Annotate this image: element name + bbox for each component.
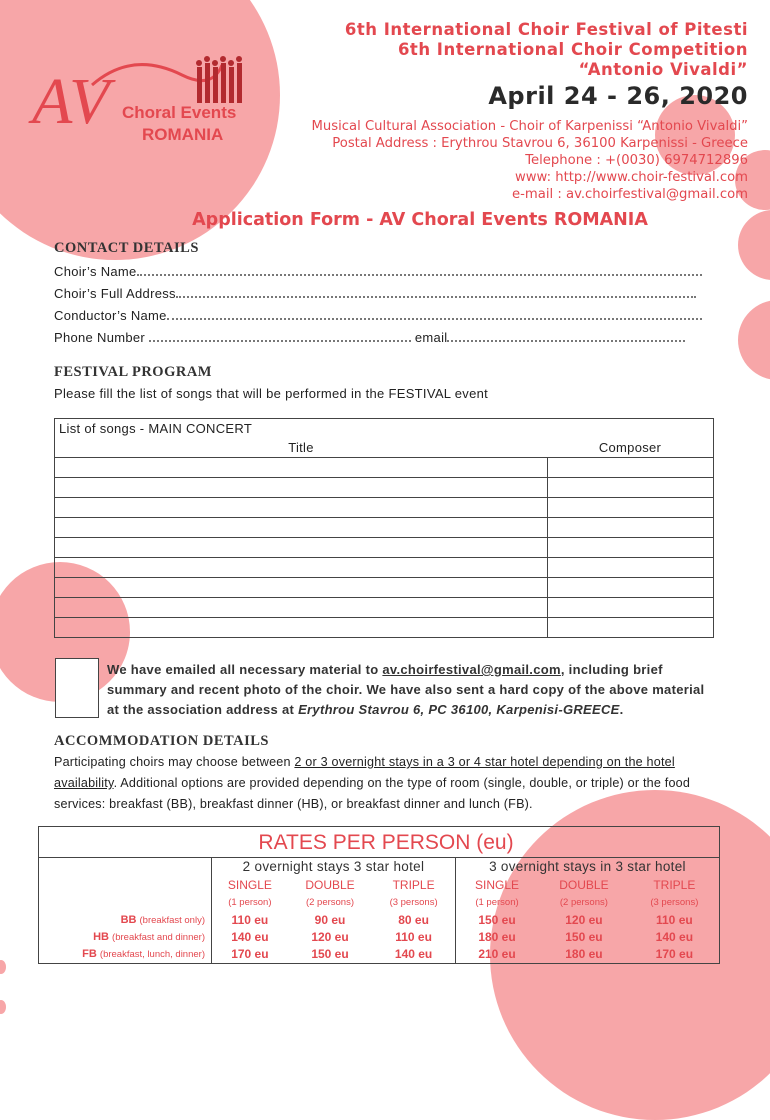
col-composer: Composer [547,438,714,458]
songs-caption: List of songs - MAIN CONCERT [55,419,714,439]
choir-name-label: Choir’s Name [54,264,137,279]
rates-group-3-nights: 3 overnight stays in 3 star hotel [455,858,719,876]
table-row [55,618,714,638]
room-size: (1 person) [475,897,519,908]
choir-address-label: Choir’s Full Address [54,286,176,301]
table-row [55,578,714,598]
rates-box [38,826,720,964]
rates-title: RATES PER PERSON (eu) [258,831,514,854]
table-row [55,558,714,578]
rates-table [39,857,719,963]
association-name: Musical Cultural Association - Choir of Karpenissi “Antonio Vivaldi” [311,119,748,134]
conductor-name-label: Conductor’s Name [54,308,167,323]
room-size: (2 persons) [559,897,608,908]
table-row [55,478,714,498]
logo-line1: Choral Events [122,103,237,122]
contact-info [312,118,749,203]
room-size: (3 persons) [650,897,699,908]
email-label: email [414,330,448,345]
room-type: TRIPLE [372,876,455,894]
accommodation-section-title: ACCOMMODATION DETAILS [54,733,269,749]
room-type: SINGLE [475,877,520,892]
phone-email-field[interactable] [54,330,714,345]
email: e-mail : av.choirfestival@gmail.com [512,187,748,202]
table-row [55,538,714,558]
room-size: (1 person) [228,897,272,908]
table-row [55,498,714,518]
logo-monogram: AV [32,65,110,138]
choir-address-field[interactable] [54,286,714,301]
postal-address: Postal Address : Erythrou Stavrou 6, 36100 Karpenissi - Greece [332,136,748,151]
telephone: Telephone : +(0030) 6974712896 [525,153,748,168]
festival-line3: “Antonio Vivaldi” [578,60,748,79]
festival-date: April 24 - 26, 2020 [488,82,748,110]
logo-line2: ROMANIA [142,125,224,144]
col-title: Title [55,438,548,458]
conductor-name-field[interactable] [54,308,714,323]
website: www: http://www.choir-festival.com [514,170,748,185]
rate-row-fb: FB (breakfast, lunch, dinner) 170 eu 150 eu 140 eu 210 eu 180 eu 170 eu [39,946,719,963]
logo [22,45,272,155]
table-row [55,518,714,538]
decor-circle [0,960,6,974]
emailed-statement: We have emailed all necessary material to av.choirfestival@gmail.com, including brief summary and recent photo of the choir. We have also sent a hard copy of the above material at the association address at Erythrou Stavrou 6, PC 36100, Karpenisi-GREECE. [107,662,705,717]
accommodation-text: Participating choirs may choose between 2 or 3 overnight stays in a 3 or 4 star hotel depending on the hotel availability. Additional options are provided depending on the type of room (single, double, or triple) or the food services: breakfast (BB), breakfast dinner (HB), or breakfast dinner and lunch (FB). [54,755,691,811]
festival-instruction: Please fill the list of songs that will be performed in the FESTIVAL event [54,386,489,401]
rate-row-hb: HB (breakfast and dinner) 140 eu 120 eu 110 eu 180 eu 150 eu 140 eu [39,929,719,946]
songs-table [54,418,714,638]
contact-section-title: CONTACT DETAILS [54,240,199,256]
decor-circle [738,300,770,380]
room-size: (3 persons) [372,894,455,912]
festival-section-title: FESTIVAL PROGRAM [54,364,212,380]
room-type: TRIPLE [653,877,696,892]
room-type: SINGLE [227,877,272,892]
decor-circle [0,1000,6,1014]
choir-name-field[interactable] [54,264,714,279]
emailed-checkbox[interactable] [55,658,99,718]
rate-row-bb: BB (breakfast only) 110 eu 90 eu 80 eu 150 eu 120 eu 110 eu [39,912,719,929]
table-row [55,598,714,618]
festival-line2: 6th International Choir Competition [397,40,748,59]
emailed-address: Erythrou Stavrou 6, PC 36100, Karpenisi-GREECE [298,702,620,717]
festival-header [345,20,748,80]
room-type: DOUBLE [305,877,355,892]
room-type: DOUBLE [559,877,609,892]
festival-line1: 6th International Choir Festival of Pitesti [344,20,748,39]
rates-group-2-nights: 2 overnight stays 3 star hotel [212,858,456,876]
room-size: (2 persons) [305,897,355,908]
table-row [55,458,714,478]
form-title: Application Form - AV Choral Events ROMANIA [192,210,648,230]
phone-label: Phone Number [54,330,146,345]
emailed-email-link[interactable]: av.choirfestival@gmail.com [382,662,561,677]
